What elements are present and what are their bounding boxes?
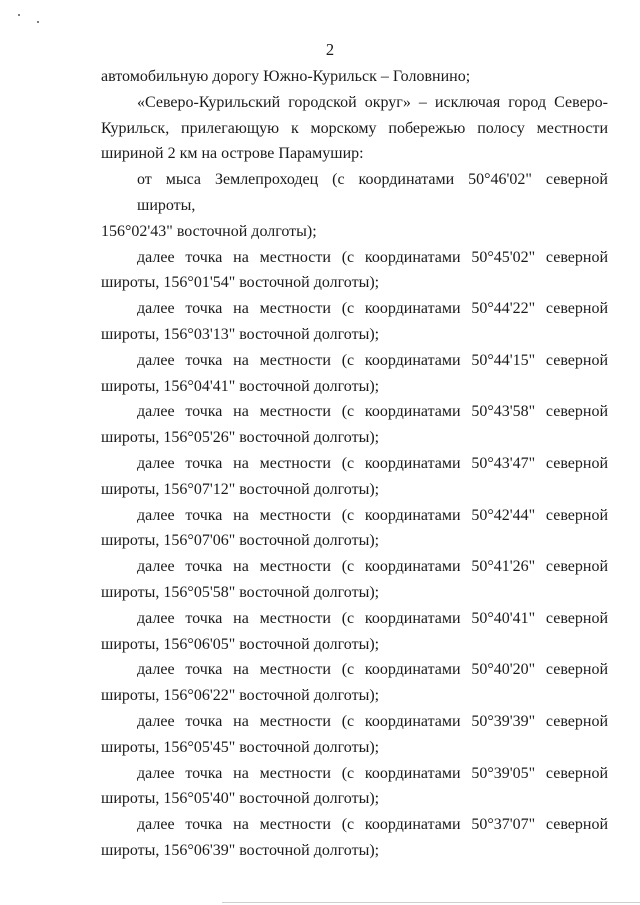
paragraph-line: далее точка на местности (с координатами 50°39'05" северной — [137, 764, 608, 782]
paragraph-point — [101, 606, 608, 658]
document-body — [101, 64, 608, 864]
paragraph-text: автомобильную дорогу Южно-Курильск – Головнино; — [101, 68, 471, 85]
paragraph-continuation — [101, 64, 608, 90]
paragraph-line: далее точка на местности (с координатами 50°41'26" северной — [137, 558, 608, 576]
paragraph-point — [101, 296, 608, 348]
paragraph-line: Курильск, прилегающую к морскому побережью полосу местности — [101, 119, 608, 137]
scan-edge — [222, 902, 640, 903]
paragraph-point — [101, 657, 608, 709]
paragraph-point — [101, 399, 608, 451]
paragraph-line: широты, 156°07'12" восточной долготы); — [101, 480, 380, 498]
paragraph-line: далее точка на местности (с координатами 50°40'20" северной — [137, 661, 608, 679]
paragraph-point — [101, 451, 608, 503]
paragraph-line: далее точка на местности (с координатами 50°45'02" северной — [137, 248, 608, 266]
paragraph-point — [101, 503, 608, 555]
paragraph-point — [101, 761, 608, 813]
paragraph-point — [101, 348, 608, 400]
paragraph-line: широты, 156°01'54" восточной долготы); — [101, 274, 380, 292]
paragraph-line: далее точка на местности (с координатами 50°39'39" северной — [137, 712, 608, 730]
scan-speck — [18, 14, 20, 16]
paragraph-line: широты, 156°06'05" восточной долготы); — [101, 635, 380, 653]
paragraph-point — [101, 245, 608, 297]
paragraph-line: шириной 2 км на острове Парамушир: — [101, 145, 364, 163]
paragraph-line: широты, 156°05'58" восточной долготы); — [101, 583, 380, 601]
paragraph-line: далее точка на местности (с координатами 50°42'44" северной — [137, 506, 608, 524]
paragraph-line: далее точка на местности (с координатами 50°37'07" северной — [137, 816, 608, 834]
paragraph-line: широты, 156°07'06" восточной долготы); — [101, 532, 380, 550]
paragraph-line: широты, 156°05'40" восточной долготы); — [101, 790, 380, 808]
paragraph-point — [101, 554, 608, 606]
paragraph-line: широты, 156°05'45" восточной долготы); — [101, 738, 380, 756]
paragraph-line: далее точка на местности (с координатами 50°44'22" северной — [137, 300, 608, 318]
paragraph-line: далее точка на местности (с координатами 50°43'47" северной — [137, 454, 608, 472]
paragraph-point — [101, 812, 608, 864]
paragraph-district — [101, 90, 608, 167]
paragraph-point — [101, 709, 608, 761]
paragraph-line: широты, 156°06'22" восточной долготы); — [101, 687, 380, 705]
paragraph-line: далее точка на местности (с координатами 50°44'15" северной — [137, 351, 608, 369]
paragraph-line: широты, 156°03'13" восточной долготы); — [101, 325, 380, 343]
paragraph-start-point — [101, 167, 608, 244]
paragraph-line: широты, 156°04'41" восточной долготы); — [101, 377, 380, 395]
paragraph-line: «Северо-Курильский городской округ» – исключая город Северо- — [137, 93, 608, 111]
paragraph-line: далее точка на местности (с координатами 50°40'41" северной — [137, 609, 608, 627]
paragraph-line: 156°02'43" восточной долготы); — [101, 222, 317, 240]
paragraph-line: широты, 156°06'39" восточной долготы); — [101, 841, 380, 859]
scan-speck — [37, 21, 39, 23]
page-number: 2 — [325, 40, 335, 59]
paragraph-line: далее точка на местности (с координатами 50°43'58" северной — [137, 403, 608, 421]
paragraph-line: широты, 156°05'26" восточной долготы); — [101, 429, 380, 447]
paragraph-line: от мыса Землепроходец (с координатами 50°46'02" северной широты, — [137, 171, 608, 214]
